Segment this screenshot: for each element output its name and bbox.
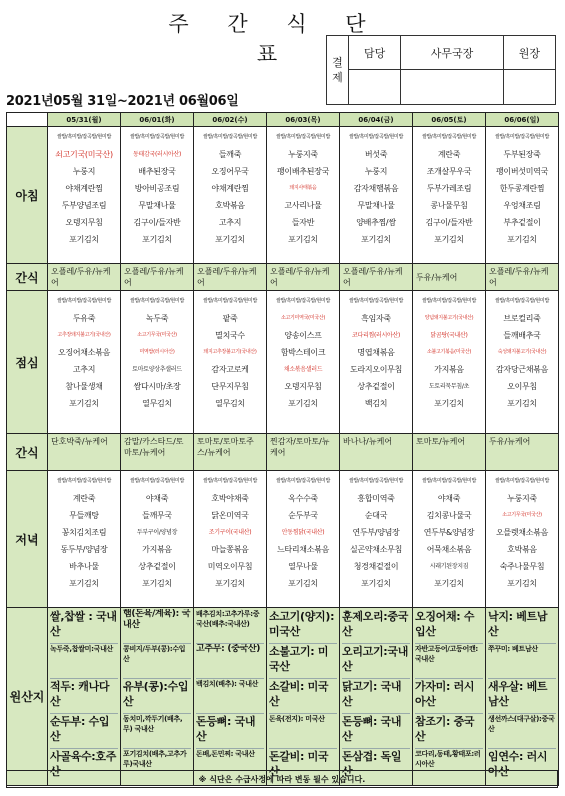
menu-item: 순대국 bbox=[364, 511, 388, 520]
origin-item: 콩비지/두부(콩):수입산 bbox=[123, 644, 191, 679]
menu-item: 누룽지죽 bbox=[507, 494, 537, 503]
menu-item: 포기김치 bbox=[361, 235, 391, 244]
menu-item: 포기김치 bbox=[142, 235, 172, 244]
menu-item: 우엉채조림 bbox=[503, 201, 541, 210]
menu-item: 김구이/들자반 bbox=[425, 218, 473, 227]
menu-item: 양념돼지불고기(국내산) bbox=[424, 315, 474, 321]
menu-item: 흑임자죽 bbox=[361, 314, 391, 323]
menu-item: 쌀밥/흑미밥/잡곡밥/현미밥 bbox=[276, 478, 330, 484]
menu-item: 배추된장국 bbox=[138, 167, 176, 176]
menu-item: 야채죽 bbox=[437, 494, 461, 503]
origin-item: 사골육수:호주산 bbox=[50, 750, 117, 778]
menu-item: 들깨배추국 bbox=[503, 331, 541, 340]
menu-cell bbox=[413, 291, 486, 434]
menu-item: 호박볶음 bbox=[215, 201, 245, 210]
menu-cell bbox=[194, 291, 267, 434]
menu-item: 쌀밥/흑미밥/잡곡밥/현미밥 bbox=[422, 134, 476, 140]
menu-item: 숙주나물무침 bbox=[499, 562, 545, 571]
menu-item: 무말채나물 bbox=[138, 201, 176, 210]
menu-item: 포기김치 bbox=[69, 235, 99, 244]
menu-item: 양송이스프 bbox=[284, 331, 322, 340]
origin-item: 소고기(양지):미국산 bbox=[269, 609, 337, 644]
menu-item: 쌀밥/흑미밥/잡곡밥/현미밥 bbox=[495, 298, 549, 304]
origin-item: 돈배,돈민찌: 국내산 bbox=[196, 750, 255, 758]
menu-item: 소불고기볶음(미국산) bbox=[426, 349, 472, 355]
menu-period: 2021년05월 31일~2021년 06월06일 bbox=[6, 94, 239, 109]
menu-item: 연두부&양념장 bbox=[423, 528, 475, 537]
origin-item: 참조기: 중국산 bbox=[415, 714, 483, 749]
origin-item: 낙지: 베트남산 bbox=[488, 609, 556, 644]
menu-item: 두부된장죽 bbox=[503, 150, 541, 159]
menu-item: 쌀밥/흑미밥/잡곡밥/현미밥 bbox=[203, 478, 257, 484]
menu-item: 마늘쫑볶음 bbox=[211, 545, 249, 554]
origin-item: 녹두죽,찹쌀미:국내산 bbox=[50, 644, 118, 679]
menu-item: 호박볶음 bbox=[507, 545, 537, 554]
origin-item: 쭈꾸미: 베트남산 bbox=[488, 644, 556, 679]
menu-item: 쌀밥/흑미밥/잡곡밥/현미밥 bbox=[57, 478, 111, 484]
origin-item: 돈육(전지): 미국산 bbox=[269, 714, 337, 749]
menu-item: 조기구이(국내산) bbox=[208, 529, 252, 536]
snack-cell: 토마토/뉴케어 bbox=[413, 434, 486, 471]
menu-item: 실곤약채소무침 bbox=[350, 545, 402, 554]
meal-label-snack: 간식 bbox=[7, 264, 48, 291]
menu-item: 포기김치 bbox=[69, 579, 99, 588]
origin-item: 소불고기: 미국산 bbox=[269, 644, 337, 679]
menu-item: 시래기된장지짐 bbox=[429, 563, 469, 570]
menu-item: 토마토양상추샐러드 bbox=[132, 366, 182, 373]
menu-item: 포기김치 bbox=[215, 579, 245, 588]
menu-item: 방아비공조림 bbox=[134, 184, 180, 193]
corner-cell bbox=[7, 113, 48, 127]
menu-item: 감자채햄볶음 bbox=[353, 184, 399, 193]
menu-item: 함박스테이크 bbox=[280, 348, 326, 357]
menu-item: 포기김치 bbox=[142, 579, 172, 588]
menu-item: 미역쌈(러시아산) bbox=[139, 349, 175, 355]
snack-cell: 오플레/두유/뉴케어 bbox=[194, 264, 267, 291]
menu-item: 포기김치 bbox=[288, 235, 318, 244]
approval-col-director: 원장 bbox=[503, 36, 555, 70]
menu-item: 들깨무국 bbox=[142, 511, 172, 520]
approval-box bbox=[326, 35, 556, 105]
menu-item: 멸치국수 bbox=[215, 331, 245, 340]
menu-item: 쇠고기국(미국산) bbox=[55, 150, 113, 159]
menu-item: 두부구이/양념장 bbox=[136, 529, 178, 536]
origin-item: 가자미: 러시아산 bbox=[415, 679, 483, 714]
menu-item: 계란죽 bbox=[437, 150, 461, 159]
menu-item: 포기김치 bbox=[215, 235, 245, 244]
menu-item: 김치콩나물국 bbox=[426, 511, 472, 520]
menu-item: 도라지오이무침 bbox=[350, 365, 402, 374]
menu-cell bbox=[413, 471, 486, 608]
menu-item: 느타리채소볶음 bbox=[277, 545, 329, 554]
origin-item: 적두: 캐나다산 bbox=[50, 679, 118, 714]
snack-cell: 단호박죽/뉴케어 bbox=[48, 434, 121, 471]
origin-item: 유부(콩):수입산 bbox=[123, 679, 191, 714]
menu-item: 흥합미역죽 bbox=[357, 494, 395, 503]
menu-item: 상추겉절이 bbox=[357, 382, 395, 391]
menu-item: 쌀밥/흑미밥/잡곡밥/현미밥 bbox=[130, 298, 184, 304]
menu-cell bbox=[194, 127, 267, 264]
approval-col-staff: 담당 bbox=[349, 36, 401, 70]
menu-item: 참나물생채 bbox=[65, 382, 103, 391]
menu-item: 포기김치 bbox=[434, 235, 464, 244]
approval-col-secretary: 사무국장 bbox=[401, 36, 503, 70]
snack-cell: 오플레/두유/뉴케어 bbox=[340, 264, 413, 291]
menu-item: 열무김치 bbox=[215, 399, 245, 408]
footnote: ※ 식단은 수급사정에 따라 변동 될수 있습니다. bbox=[6, 770, 558, 788]
origin-item: 새우살: 베트남산 bbox=[488, 679, 556, 714]
menu-item: 미역오이무침 bbox=[207, 562, 253, 571]
menu-item: 무들깨탕 bbox=[69, 511, 99, 520]
origin-item: 소갈비: 미국산 bbox=[269, 679, 337, 714]
menu-item: 동태감국(러시아산) bbox=[132, 151, 182, 158]
menu-item: 쌀밥/흑미밥/잡곡밥/현미밥 bbox=[495, 134, 549, 140]
origin-item: 포기김치(배추,고추가루)국내산 bbox=[123, 750, 187, 768]
menu-item: 야채계란찜 bbox=[211, 184, 249, 193]
origin-item: 돈등뼈: 국내산 bbox=[342, 714, 410, 749]
menu-item: 브로컬리죽 bbox=[503, 314, 541, 323]
menu-item: 고추장돼지불고기(국내산) bbox=[57, 332, 111, 338]
menu-cell bbox=[267, 471, 340, 608]
snack-cell: 감말/카스타드/토마토/뉴케어 bbox=[121, 434, 194, 471]
origin-item: 햄(돈육/계육): 국내산 bbox=[123, 609, 191, 644]
meal-label-breakfast: 아침 bbox=[7, 127, 48, 264]
snack-cell: 오플레/두유/뉴케어 bbox=[267, 264, 340, 291]
menu-cell bbox=[121, 291, 194, 434]
origin-item: 임연수: 러시아산 bbox=[488, 750, 548, 778]
menu-item: 포기김치 bbox=[507, 579, 537, 588]
snack-cell: 찐감자/토마토/뉴케어 bbox=[267, 434, 340, 471]
menu-item: 쌀밥/흑미밥/잡곡밥/현미밥 bbox=[349, 298, 403, 304]
origin-item: 동치미,깍두기(배추,무) 국내산 bbox=[123, 714, 191, 749]
snack-cell: 두유/뉴케어 bbox=[486, 434, 559, 471]
menu-item: 두부가레조림 bbox=[426, 184, 472, 193]
menu-item: 두유죽 bbox=[72, 314, 96, 323]
origin-item: 쌀,찹쌀 : 국내산 bbox=[50, 609, 118, 644]
origin-column bbox=[340, 608, 413, 786]
menu-item: 무말채나물 bbox=[357, 201, 395, 210]
menu-item: 바추나물 bbox=[69, 562, 99, 571]
menu-item: 소고기무국(미국산) bbox=[137, 332, 177, 338]
day-header: 06/06(일) bbox=[486, 113, 559, 127]
origin-item: 순두부: 수입산 bbox=[50, 714, 118, 749]
menu-item: 닭온미역국 bbox=[211, 511, 249, 520]
menu-item: 열무김치 bbox=[142, 399, 172, 408]
weekly-menu-table bbox=[6, 112, 559, 786]
menu-cell bbox=[413, 127, 486, 264]
origin-label: 원산지 bbox=[7, 608, 48, 786]
origin-item: 생선까스(대구살):중국산 bbox=[488, 714, 556, 749]
menu-item: 포기김치 bbox=[507, 399, 537, 408]
menu-item: 콩나물무침 bbox=[430, 201, 468, 210]
menu-cell bbox=[486, 127, 559, 264]
page-title: 주 간 식 단 표 bbox=[168, 12, 382, 66]
menu-item: 연두부/양념장 bbox=[352, 528, 400, 537]
menu-item: 소고기미역국(미국산) bbox=[280, 315, 326, 321]
menu-item: 코다리찜(러시아산) bbox=[351, 332, 401, 339]
menu-item: 돼지고추장불고기(국내산) bbox=[203, 349, 257, 355]
origin-item: 돈등뼈: 국내산 bbox=[196, 714, 264, 749]
menu-item: 조개살무우국 bbox=[426, 167, 472, 176]
menu-cell bbox=[48, 291, 121, 434]
menu-item: 누룽지 bbox=[364, 167, 388, 176]
menu-item: 야채계란찜 bbox=[65, 184, 103, 193]
menu-item: 포기김치 bbox=[288, 399, 318, 408]
menu-item: 포기김치 bbox=[361, 579, 391, 588]
day-header: 06/05(토) bbox=[413, 113, 486, 127]
menu-cell bbox=[486, 291, 559, 434]
meal-label-snack: 간식 bbox=[7, 434, 48, 471]
menu-cell bbox=[267, 127, 340, 264]
snack-cell: 토마토/토마토주스/뉴케어 bbox=[194, 434, 267, 471]
menu-item: 오뎅지무침 bbox=[284, 382, 322, 391]
day-header: 06/01(화) bbox=[121, 113, 194, 127]
menu-item: 도토리묵무침/초 bbox=[428, 383, 470, 390]
menu-item: 꽁치김치조림 bbox=[61, 528, 107, 537]
origin-item: 닭고기: 국내산 bbox=[342, 679, 410, 714]
menu-item: 쌀밥/흑미밥/잡곡밥/현미밥 bbox=[349, 134, 403, 140]
menu-item: 오징어채소볶음 bbox=[58, 348, 110, 357]
menu-item: 순두부국 bbox=[288, 511, 318, 520]
menu-cell bbox=[340, 291, 413, 434]
menu-cell bbox=[121, 127, 194, 264]
menu-item: 쌀밥/흑미밥/잡곡밥/현미밥 bbox=[57, 134, 111, 140]
menu-cell bbox=[121, 471, 194, 608]
menu-item: 쌀밥/흑미밥/잡곡밥/현미밥 bbox=[349, 478, 403, 484]
menu-item: 쌀밥/흑미밥/잡곡밥/현미밥 bbox=[276, 134, 330, 140]
sign-box[interactable] bbox=[349, 70, 401, 105]
sign-box[interactable] bbox=[503, 70, 555, 105]
origin-column bbox=[121, 608, 194, 786]
menu-item: 열무나물 bbox=[288, 562, 318, 571]
menu-cell bbox=[48, 127, 121, 264]
menu-item: 부추겉절이 bbox=[503, 218, 541, 227]
menu-item: 동두부/양념장 bbox=[60, 545, 108, 554]
origin-item: 돈갈비: 미국산 bbox=[269, 750, 329, 778]
menu-item: 오이무침 bbox=[507, 382, 537, 391]
menu-item: 녹두죽 bbox=[145, 314, 169, 323]
menu-item: 들자반 bbox=[291, 218, 315, 227]
menu-item: 호박야채죽 bbox=[211, 494, 249, 503]
menu-cell bbox=[267, 291, 340, 434]
menu-cell bbox=[486, 471, 559, 608]
menu-item: 포기김치 bbox=[69, 399, 99, 408]
menu-item: 옥수수죽 bbox=[288, 494, 318, 503]
menu-item: 백김치 bbox=[364, 399, 388, 408]
menu-cell bbox=[194, 471, 267, 608]
menu-item: 팽이버섯미역국 bbox=[496, 167, 548, 176]
origin-column bbox=[486, 608, 559, 786]
snack-cell: 오플레/두유/뉴케어 bbox=[121, 264, 194, 291]
menu-item: 가지볶음 bbox=[434, 365, 464, 374]
menu-item: 감자고로케 bbox=[211, 365, 249, 374]
menu-item: 야채죽 bbox=[145, 494, 169, 503]
origin-item: 고추무: (중국산) bbox=[196, 644, 264, 679]
menu-item: 채소볶음샐러드 bbox=[283, 366, 323, 373]
menu-item: 버섯죽 bbox=[364, 150, 388, 159]
day-header: 06/02(수) bbox=[194, 113, 267, 127]
menu-item: 포기김치 bbox=[507, 235, 537, 244]
origin-item: 오리고기:국내산 bbox=[342, 644, 410, 679]
menu-item: 소고기무국(미국산) bbox=[502, 512, 542, 518]
menu-item: 돼지사태볶음 bbox=[289, 185, 317, 191]
origin-item: 훈제오리:중국산 bbox=[342, 609, 410, 644]
origin-column bbox=[267, 608, 340, 786]
menu-item: 감자당근채볶음 bbox=[496, 365, 548, 374]
snack-cell: 오플레/두유/뉴케어 bbox=[48, 264, 121, 291]
approval-label: 결 제 bbox=[327, 36, 349, 105]
menu-item: 포기김치 bbox=[434, 399, 464, 408]
menu-item: 누룽지죽 bbox=[288, 150, 318, 159]
menu-item: 어묵채소볶음 bbox=[426, 545, 472, 554]
origin-item: 돈삼겹: 독일산 bbox=[342, 750, 402, 778]
sign-box[interactable] bbox=[401, 70, 503, 105]
menu-item: 안동찜닭(국내산) bbox=[281, 529, 325, 536]
menu-item: 오믈렛채소볶음 bbox=[496, 528, 548, 537]
day-header: 06/03(목) bbox=[267, 113, 340, 127]
day-header: 06/04(금) bbox=[340, 113, 413, 127]
menu-item: 명엽채볶음 bbox=[357, 348, 395, 357]
origin-item: 코다리,동태,황태포:러시아산 bbox=[415, 750, 481, 768]
origin-item: 오징어채: 수입산 bbox=[415, 609, 483, 644]
snack-cell: 오플레/두유/뉴케어 bbox=[486, 264, 559, 291]
menu-item: 계란죽 bbox=[72, 494, 96, 503]
menu-cell bbox=[340, 471, 413, 608]
menu-item: 팽이배추된장국 bbox=[277, 167, 329, 176]
menu-item: 닭곰탕(국내산) bbox=[430, 332, 468, 339]
menu-item: 고추지 bbox=[72, 365, 96, 374]
menu-item: 청경채겉절이 bbox=[353, 562, 399, 571]
menu-item: 숙성돼지불고기(국내산) bbox=[497, 349, 547, 355]
menu-item: 쌀밥/흑미밥/잡곡밥/현미밥 bbox=[276, 298, 330, 304]
menu-item: 가지볶음 bbox=[142, 545, 172, 554]
menu-item: 들깨죽 bbox=[218, 150, 242, 159]
menu-item: 포기김치 bbox=[288, 579, 318, 588]
menu-item: 고사리나물 bbox=[284, 201, 322, 210]
menu-item: 쌀밥/흑미밥/잡곡밥/현미밥 bbox=[495, 478, 549, 484]
menu-item: 한두콩계란찜 bbox=[499, 184, 545, 193]
menu-item: 누룽지 bbox=[72, 167, 96, 176]
menu-item: 김구이/들자반 bbox=[133, 218, 181, 227]
snack-cell: 두유/뉴케어 bbox=[413, 264, 486, 291]
origin-column bbox=[48, 608, 121, 786]
menu-item: 쌀밥/흑미밥/잡곡밥/현미밥 bbox=[422, 298, 476, 304]
origin-column bbox=[194, 608, 267, 786]
menu-item: 두부양념조림 bbox=[61, 201, 107, 210]
meal-label-dinner: 저녁 bbox=[7, 471, 48, 608]
menu-item: 쌀밥/흑미밥/잡곡밥/현미밥 bbox=[203, 134, 257, 140]
menu-cell bbox=[340, 127, 413, 264]
menu-item: 쌀밥/흑미밥/잡곡밥/현미밥 bbox=[422, 478, 476, 484]
origin-item: 백김치(배추): 국내산 bbox=[196, 679, 264, 714]
menu-cell bbox=[48, 471, 121, 608]
snack-cell: 바나나/뉴케어 bbox=[340, 434, 413, 471]
menu-item: 팥죽 bbox=[222, 314, 238, 323]
menu-item: 포기김치 bbox=[434, 579, 464, 588]
menu-item: 고추지 bbox=[218, 218, 242, 227]
menu-item: 쌀밥/흑미밥/잡곡밥/현미밥 bbox=[130, 478, 184, 484]
menu-item: 쌈다시마/초장 bbox=[133, 382, 181, 391]
menu-item: 쌀밥/흑미밥/잡곡밥/현미밥 bbox=[57, 298, 111, 304]
day-header: 05/31(월) bbox=[48, 113, 121, 127]
menu-item: 쌀밥/흑미밥/잡곡밥/현미밥 bbox=[203, 298, 257, 304]
origin-item: 자반고등어/고등어캔:국내산 bbox=[415, 644, 483, 679]
menu-item: 단무지무침 bbox=[211, 382, 249, 391]
menu-item: 상추겉절이 bbox=[138, 562, 176, 571]
menu-item: 오징어무국 bbox=[211, 167, 249, 176]
menu-item: 양배추찜/쌈 bbox=[356, 218, 396, 227]
menu-item: 오뎅지무침 bbox=[65, 218, 103, 227]
origin-item: 배추김치:고추가루:중국산(배추:국내산) bbox=[196, 609, 264, 644]
origin-column bbox=[413, 608, 486, 786]
meal-label-lunch: 점심 bbox=[7, 291, 48, 434]
menu-item: 쌀밥/흑미밥/잡곡밥/현미밥 bbox=[130, 134, 184, 140]
